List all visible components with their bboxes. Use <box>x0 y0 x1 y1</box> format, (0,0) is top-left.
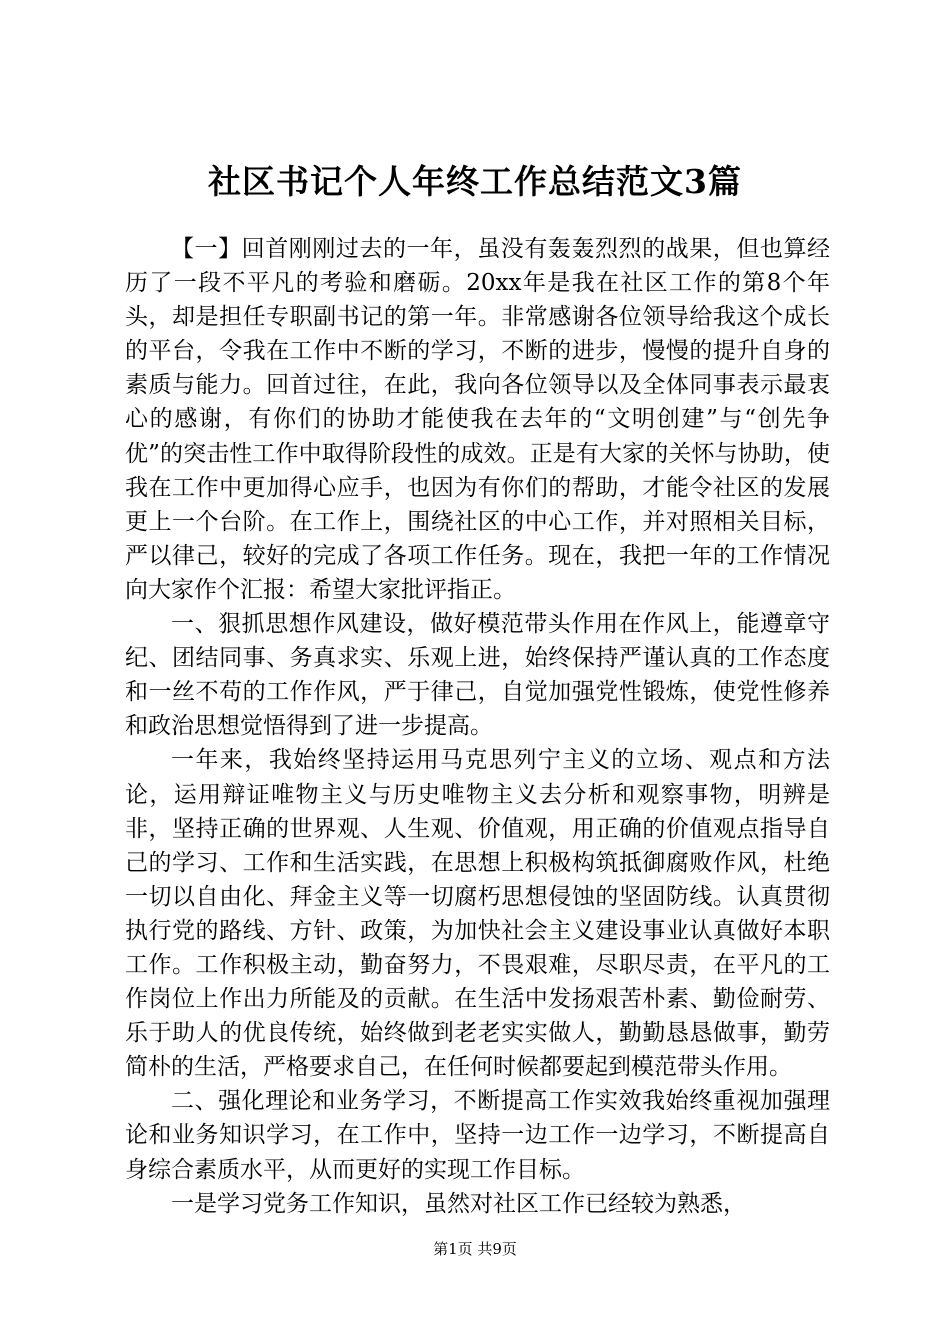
document-title: 社区书记个人年终工作总结范文3篇 <box>208 162 742 201</box>
paragraph: 二、强化理论和业务学习，不断提高工作实效我始终重视加强理论和业务知识学习，在工作中，坚持一边工作一边学习，不断提高自身综合素质水平，从而更好的实现工作目标。 <box>125 1088 830 1183</box>
paragraph: 【一】回首刚刚过去的一年，虽没有轰轰烈烈的战果，但也算经历了一段不平凡的考验和磨砺。20xx年是我在社区工作的第8个年头，却是担任专职副书记的第一年。非常感谢各位领导给我这个成长的平台，令我在工作中不断的学习，不断的进步，慢慢的提升自身的素质与能力。回首过往，在此，我向各位领导以及全体同事表示最衷心的感谢，有你们的协助才能使我在去年的“文明创建”与“创先争优”的突击性工作中取得阶段性的成效。正是有大家的关怀与协助，使我在工作中更加得心应手，也因为有你们的帮助，才能令社区的发展更上一个台阶。在工作上，围绕社区的中心工作，并对照相关目标，严以律己，较好的完成了各项工作任务。现在，我把一年的工作情况向大家作个汇报：希望大家批评指正。 <box>125 236 830 603</box>
paragraph: 一年来，我始终坚持运用马克思列宁主义的立场、观点和方法论，运用辩证唯物主义与历史唯物主义去分析和观察事物，明辨是非，坚持正确的世界观、人生观、价值观，用正确的价值观点指导自己的学习、工作和生活实践，在思想上积极构筑抵御腐败作风，杜绝一切以自由化、拜金主义等一切腐朽思想侵蚀的坚固防线。认真贯彻执行党的路线、方针、政策，为加快社会主义建设事业认真做好本职工作。工作积极主动，勤奋努力，不畏艰难，尽职尽责，在平凡的工作岗位上作出力所能及的贡献。在生活中发扬艰苦朴素、勤俭耐劳、乐于助人的优良传统，始终做到老老实实做人，勤勤恳恳做事，勤劳简朴的生活，严格要求自己，在任何时候都要起到模范带头作用。 <box>125 747 830 1081</box>
paragraph: 一、狠抓思想作风建设，做好模范带头作用在作风上，能遵章守纪、团结同事、务真求实、乐观上进，始终保持严谨认真的工作态度和一丝不苟的工作作风，严于律己，自觉加强党性锻炼，使党性修养和政治思想觉悟得到了进一步提高。 <box>125 611 830 740</box>
document-body <box>125 232 830 1221</box>
page-number-footer: 第1页 共9页 <box>433 1240 517 1258</box>
paragraph: 一是学习党务工作知识，虽然对社区工作已经较为熟悉， <box>171 1190 746 1217</box>
